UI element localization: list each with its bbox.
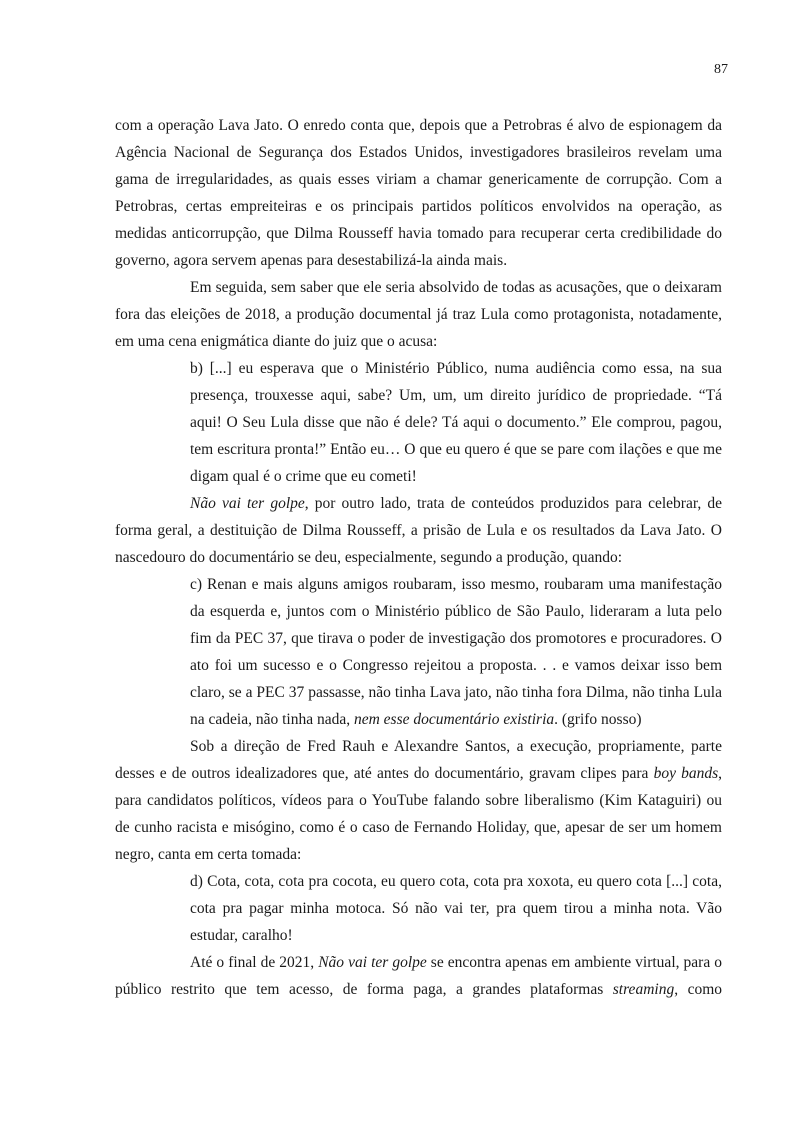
paragraph-3-text: , por outro lado, trata de conteúdos produzidos para celebrar, de forma geral, a destituição de Dilma Rousseff, a prisão de Lula e os resultados da Lava Jato. O nascedouro do documentário se deu, especialmente, segundo a produção, quando: — [115, 495, 722, 566]
quote-c — [190, 571, 722, 733]
paragraph-5-text-b: se encontra apenas em ambiente virtual, para o público restrito que tem acesso, de forma paga, a grandes plataformas — [115, 954, 722, 998]
paragraph-1: com a operação Lava Jato. O enredo conta que, depois que a Petrobras é alvo de espionagem da Agência Nacional de Segurança dos Estados Unidos, investigadores brasileiros revelam uma gama de irregularidades, as quais esses viriam a chamar genericamente de corrupção. Com a Petrobras, certas empreiteiras e os principais partidos políticos envolvidos na operação, as medidas anticorrupção, que Dilma Rousseff havia tomado para recuperar certa credibilidade do governo, agora servem apenas para desestabilizá-la ainda mais. — [115, 117, 722, 269]
paragraph-4 — [115, 733, 722, 868]
paragraph-5 — [115, 949, 722, 1003]
quote-c-emphasis: nem esse documentário existiria — [353, 711, 555, 728]
paragraph-3 — [115, 490, 722, 571]
page-number: 87 — [714, 62, 728, 77]
film-title-2: Não vai ter golpe — [318, 954, 427, 971]
paragraph-5-text-a: Até o final de 2021, — [190, 954, 319, 971]
document-body — [115, 112, 722, 1003]
quote-b: b) [...] eu esperava que o Ministério Público, numa audiência como essa, na sua presença, trouxesse aqui, sabe? Um, um, um direito jurídico de propriedade. “Tá aqui! O Seu Lula disse que não é dele? Tá aqui o documento.” Ele comprou, pagou, tem escritura pronta!” Então eu… O que eu quero é que se pare com ilações e que me digam qual é o crime que eu cometi! — [190, 360, 722, 485]
paragraph-4-text-b: , para candidatos políticos, vídeos para o YouTube falando sobre liberalismo (Kim Kataguiri) ou de cunho racista e misógino, como é o caso de Fernando Holiday, que, apesar de ser um homem negro, canta em certa tomada: — [115, 765, 722, 863]
paragraph-4-emphasis: boy bands — [653, 765, 719, 782]
paragraph-5-text-c: , como — [674, 981, 723, 998]
quote-d: d) Cota, cota, cota pra cocota, eu quero cota, cota pra xoxota, eu quero cota [...] cota, cota pra pagar minha motoca. Só não vai ter, pra quem tirou a minha nota. Vão estudar, caralho! — [190, 873, 722, 944]
quote-c-note: . (grifo nosso) — [554, 711, 642, 728]
paragraph-4-text-a: Sob a direção de Fred Rauh e Alexandre Santos, a execução, propriamente, parte desses e de outros idealizadores que, até antes do documentário, gravam clipes para — [115, 738, 722, 782]
paragraph-5-emphasis: streaming — [612, 981, 675, 998]
quote-c-text: c) Renan e mais alguns amigos roubaram, isso mesmo, roubaram uma manifestação da esquerda e, juntos com o Ministério público de São Paulo, lideraram a luta pelo fim da PEC 37, que tirava o poder de investigação dos promotores e procuradores. O ato foi um sucesso e o Congresso rejeitou a proposta. . . e vamos deixar isso bem claro, se a PEC 37 passasse, não tinha Lava jato, não tinha fora Dilma, não tinha Lula na cadeia, não tinha nada, — [190, 576, 722, 728]
paragraph-2: Em seguida, sem saber que ele seria absolvido de todas as acusações, que o deixaram fora das eleições de 2018, a produção documental já traz Lula como protagonista, notadamente, em uma cena enigmática diante do juiz que o acusa: — [115, 279, 722, 350]
film-title: Não vai ter golpe — [190, 495, 305, 512]
